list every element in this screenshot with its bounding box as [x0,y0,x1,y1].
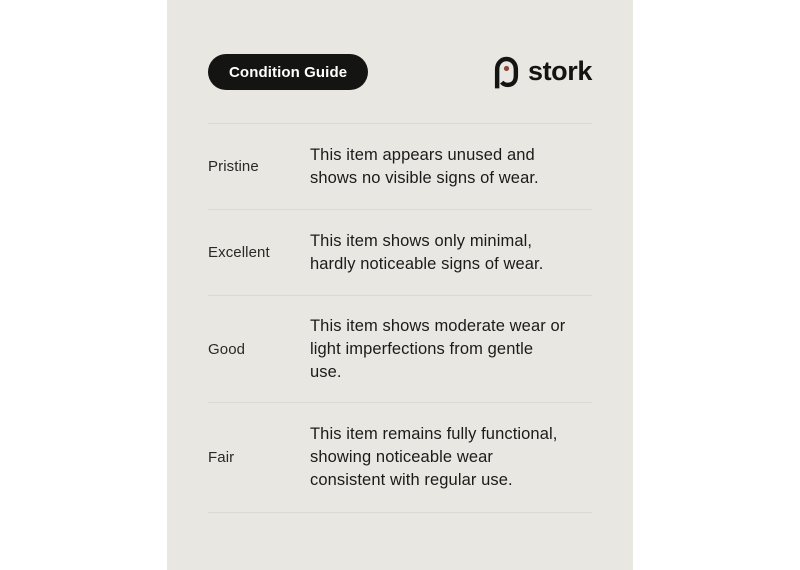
condition-description [310,301,592,398]
condition-guide-card [167,0,633,570]
condition-label: Pristine [208,158,259,175]
condition-description-line: This item appears unused and [310,145,535,164]
condition-label: Excellent [208,244,270,261]
condition-description [310,409,592,506]
condition-description-line: showing noticeable wear [310,448,493,466]
condition-guide-badge: Condition Guide [208,54,368,90]
condition-description-line: hardly noticeable signs of wear. [310,254,544,273]
card-inner [167,0,633,513]
condition-description-line: light imperfections from gentle [310,339,534,358]
condition-label: Good [208,340,246,358]
condition-row-pristine [208,124,592,210]
condition-description-line: shows no visible signs of wear. [310,168,539,187]
stork-wordmark: stork [527,56,592,86]
condition-description [310,130,592,204]
condition-row-good [208,296,592,403]
condition-description-line: consistent with regular use. [310,471,513,489]
stork-logo [493,56,592,90]
condition-description-line: This item remains fully functional, [310,425,558,443]
condition-label: Fair [208,449,235,466]
condition-row-fair [208,403,592,513]
card-header [208,0,592,124]
condition-row-excellent [208,210,592,296]
condition-description [310,216,592,290]
condition-description-line: This item shows only minimal, [310,231,533,250]
stork-bird-icon [493,56,520,90]
condition-description-line: This item shows moderate wear or [310,316,566,335]
condition-description-line: use. [310,362,342,381]
